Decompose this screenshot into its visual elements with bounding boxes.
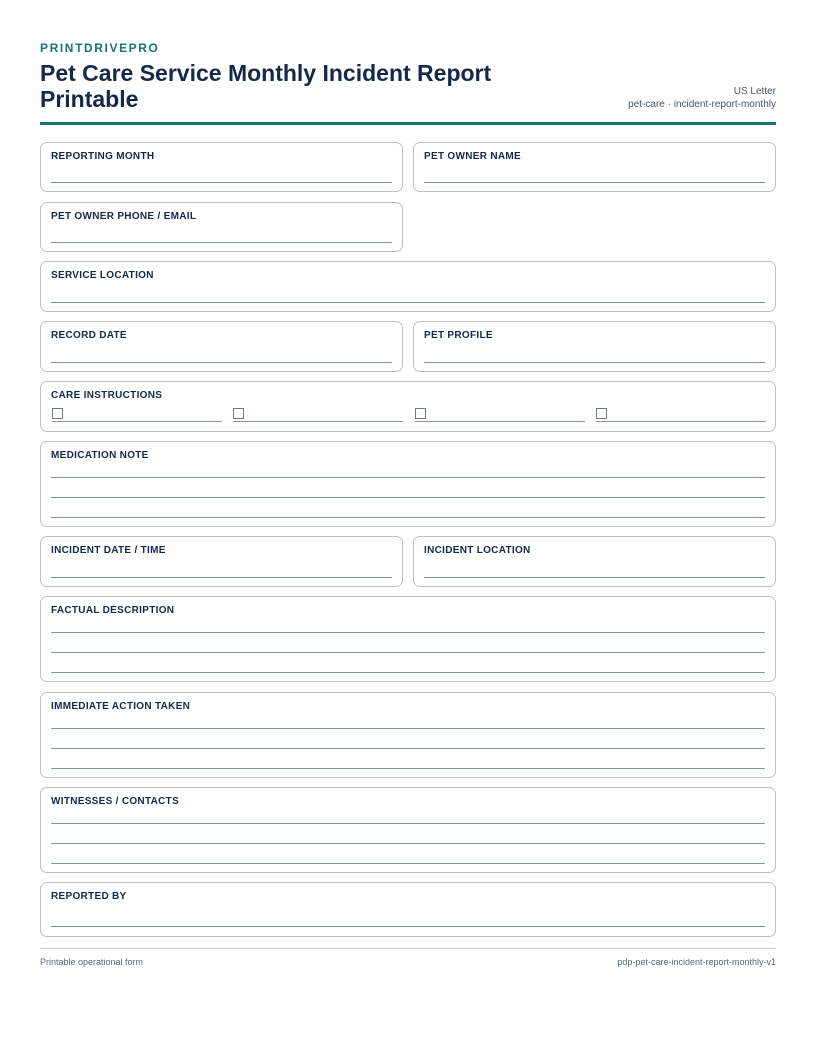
document-slug: pet-care · incident-report-monthly: [628, 99, 776, 110]
write-line: [51, 843, 765, 844]
field-label: INCIDENT LOCATION: [424, 545, 531, 556]
write-line: [51, 728, 765, 729]
brand-name: PRINTDRIVEPRO: [40, 41, 160, 55]
write-line: [51, 823, 765, 824]
write-line: [424, 362, 765, 363]
field-label: INCIDENT DATE / TIME: [51, 545, 166, 556]
write-line: [51, 577, 392, 578]
incident-location-field[interactable]: [413, 536, 776, 587]
write-line: [51, 477, 765, 478]
page-title: Pet Care Service Monthly Incident Report Printable: [40, 60, 492, 112]
care-checkbox-4[interactable]: [596, 408, 766, 422]
field-label: PET OWNER PHONE / EMAIL: [51, 211, 197, 222]
care-checkbox-1[interactable]: [52, 408, 222, 422]
paper-size: US Letter: [733, 86, 776, 97]
document-meta: [628, 85, 776, 111]
write-line: [51, 926, 765, 927]
field-label: REPORTING MONTH: [51, 151, 155, 162]
write-line: [415, 421, 585, 422]
checkbox-icon[interactable]: [596, 408, 607, 419]
pet-owner-name-field[interactable]: [413, 142, 776, 192]
field-label: FACTUAL DESCRIPTION: [51, 605, 175, 616]
reporting-month-field[interactable]: [40, 142, 403, 192]
write-line: [51, 242, 392, 243]
footer-rule: [40, 948, 776, 949]
pet-owner-contact-field[interactable]: [40, 202, 403, 252]
field-label: REPORTED BY: [51, 891, 127, 902]
reported-by-field[interactable]: [40, 882, 776, 937]
service-location-field[interactable]: [40, 261, 776, 312]
write-line: [51, 362, 392, 363]
care-checkbox-3[interactable]: [415, 408, 585, 422]
field-label: SERVICE LOCATION: [51, 270, 154, 281]
write-line: [51, 497, 765, 498]
pet-profile-field[interactable]: [413, 321, 776, 372]
write-line: [51, 863, 765, 864]
field-label: WITNESSES / CONTACTS: [51, 796, 180, 807]
write-line: [51, 517, 765, 518]
medication-note-field[interactable]: [40, 441, 776, 527]
incident-datetime-field[interactable]: [40, 536, 403, 587]
write-line: [51, 652, 765, 653]
write-line: [51, 182, 392, 183]
factual-description-field[interactable]: [40, 596, 776, 682]
footer-caption: Printable operational form: [40, 957, 144, 967]
field-label: CARE INSTRUCTIONS: [51, 390, 163, 401]
checkbox-icon[interactable]: [233, 408, 244, 419]
write-line: [596, 421, 766, 422]
field-label: MEDICATION NOTE: [51, 450, 149, 461]
immediate-action-field[interactable]: [40, 692, 776, 778]
write-line: [424, 577, 765, 578]
write-line: [51, 748, 765, 749]
write-line: [51, 302, 765, 303]
write-line: [51, 672, 765, 673]
write-line: [233, 421, 403, 422]
write-line: [51, 768, 765, 769]
care-checkbox-2[interactable]: [233, 408, 403, 422]
write-line: [424, 182, 765, 183]
record-date-field[interactable]: [40, 321, 403, 372]
header-rule: [40, 122, 776, 125]
witnesses-field[interactable]: [40, 787, 776, 873]
field-label: IMMEDIATE ACTION TAKEN: [51, 701, 191, 712]
care-instructions-field: [40, 381, 776, 432]
write-line: [51, 632, 765, 633]
field-label: PET PROFILE: [424, 330, 493, 341]
checkbox-icon[interactable]: [415, 408, 426, 419]
field-label: RECORD DATE: [51, 330, 127, 341]
write-line: [52, 421, 222, 422]
form-id: pdp-pet-care-incident-report-monthly-v1: [617, 957, 776, 967]
checkbox-icon[interactable]: [52, 408, 63, 419]
field-label: PET OWNER NAME: [424, 151, 521, 162]
